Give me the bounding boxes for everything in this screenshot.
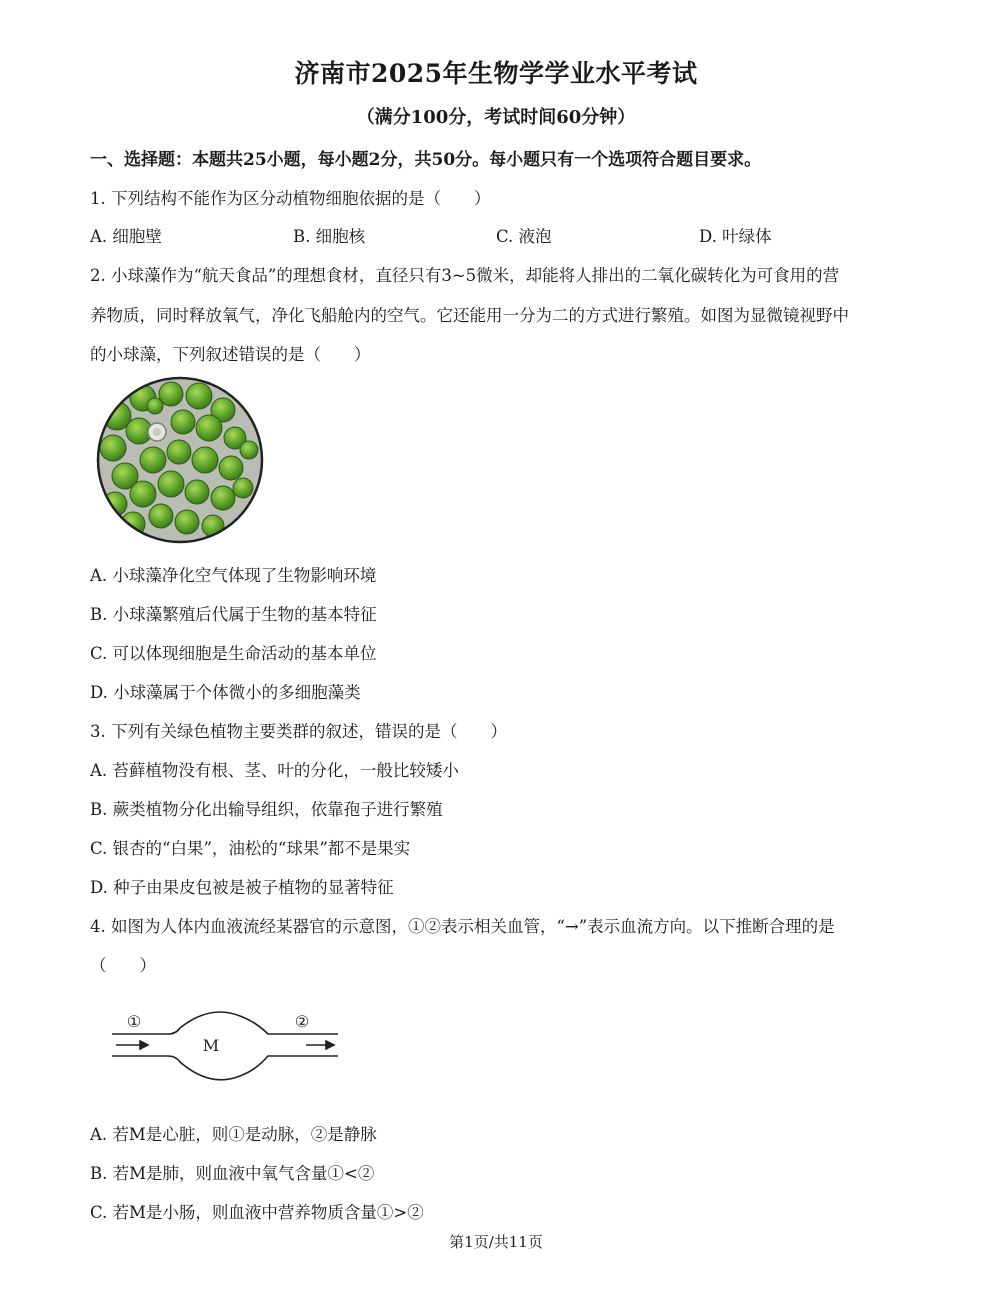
question-1-option-b: B. 细胞核 <box>293 227 366 246</box>
question-2-stem-line-1: 2. 小球藻作为“航天食品”的理想食材，直径只有3~5微米，却能将人排出的二氧化碳转化为可食用的营 <box>90 266 840 285</box>
question-2-stem-line-3: 的小球藻，下列叙述错误的是（ ） <box>90 345 371 364</box>
question-1-stem: 1. 下列结构不能作为区分动植物细胞依据的是（ ） <box>90 189 491 208</box>
question-2-option-a: A. 小球藻净化空气体现了生物影响环境 <box>90 566 377 585</box>
question-1-option-c: C. 液泡 <box>496 227 552 246</box>
page-number: 第1页/共11页 <box>449 1233 543 1251</box>
blood-flow-diagram <box>110 1008 342 1088</box>
question-4-stem-line-1: 4. 如图为人体内血液流经某器官的示意图，①②表示相关血管，“→”表示血流方向。以下推断合理的是 <box>90 917 835 936</box>
question-4-option-b: B. 若M是肺，则血液中氧气含量①<② <box>90 1164 375 1183</box>
question-2-option-d: D. 小球藻属于个体微小的多细胞藻类 <box>90 683 361 702</box>
question-1-option-d: D. 叶绿体 <box>699 227 772 246</box>
vessel-1-label: ① <box>126 1012 142 1031</box>
section-heading: 一、选择题：本题共25小题，每小题2分，共50分。每小题只有一个选项符合题目要求。 <box>90 150 762 170</box>
question-2-option-c: C. 可以体现细胞是生命活动的基本单位 <box>90 644 377 663</box>
chlorella-micrograph <box>95 376 265 548</box>
vessel-2-label: ② <box>294 1012 310 1031</box>
question-4-option-a: A. 若M是心脏，则①是动脉，②是静脉 <box>90 1125 377 1144</box>
organ-m-label: M <box>202 1036 220 1055</box>
question-4-option-c: C. 若M是小肠，则血液中营养物质含量①>② <box>90 1203 424 1222</box>
page-title: 济南市2025年生物学学业水平考试 <box>294 59 698 88</box>
question-2-stem-line-2: 养物质，同时释放氧气，净化飞船舱内的空气。它还能用一分为二的方式进行繁殖。如图为显微镜视野中 <box>90 306 849 325</box>
exam-info: （满分100分，考试时间60分钟） <box>356 107 636 128</box>
question-3-option-b: B. 蕨类植物分化出输导组织，依靠孢子进行繁殖 <box>90 800 443 819</box>
question-2-option-b: B. 小球藻繁殖后代属于生物的基本特征 <box>90 605 377 624</box>
question-3-option-c: C. 银杏的“白果”，油松的“球果”都不是果实 <box>90 839 411 858</box>
question-1-option-a: A. 细胞壁 <box>90 227 162 246</box>
question-3-stem: 3. 下列有关绿色植物主要类群的叙述，错误的是（ ） <box>90 722 507 741</box>
question-3-option-d: D. 种子由果皮包被是被子植物的显著特征 <box>90 878 394 897</box>
question-3-option-a: A. 苔藓植物没有根、茎、叶的分化，一般比较矮小 <box>90 761 459 780</box>
question-4-stem-line-2: （ ） <box>90 956 156 975</box>
